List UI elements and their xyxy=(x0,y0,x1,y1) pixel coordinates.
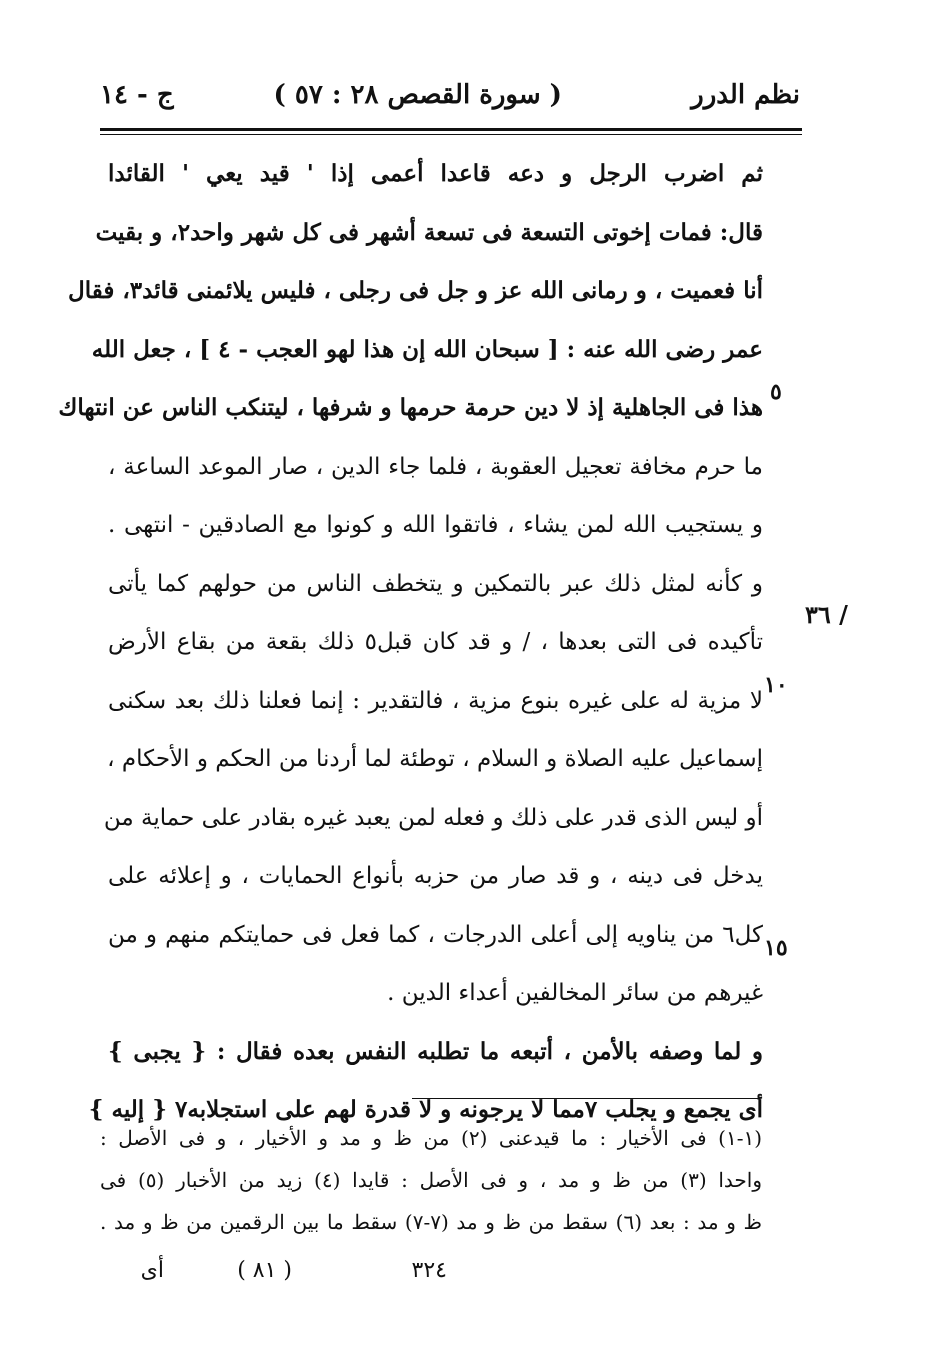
text-line: ما حرم مخافة تعجيل العقوبة ، فلما جاء الدين ، صار الموعد الساعة ، xyxy=(108,453,763,480)
line-number-10: ١٠ xyxy=(764,672,788,698)
text-line: إسماعيل عليه الصلاة و السلام ، توطئة لما أردنا من الحكم و الأحكام ، xyxy=(107,746,763,772)
page-number: ٣٢٤ xyxy=(411,1258,447,1283)
text-line: و لما وصفه بالأمن ، أتبعه ما تطلبه النفس بعده فقال : { يجبى } xyxy=(108,1037,763,1065)
text-line: ثم اضرب الرجل و دعه قاعدا أعمى إذا ' قيد يعي ' القائدا xyxy=(108,160,763,187)
footnote-line: (١-١) فى الأخيار : ما قيدعنى (٢) من ظ و مد و الأخيار ، و فى الأصل : xyxy=(100,1126,763,1150)
page-footer xyxy=(100,1258,762,1294)
line-number-15: ١٥ xyxy=(764,935,788,961)
text-line: و كأنه لمثل ذلك عبر بالتمكين و يتخطف الناس من حولهم كما يأتى xyxy=(108,570,763,597)
header-rule xyxy=(100,128,802,135)
text-line: أو ليس الذى قدر على ذلك و فعله لمن يعبد غيره بقادر على حماية من xyxy=(103,804,763,831)
running-header xyxy=(100,80,800,124)
text-line: كل٦ من يناويه إلى أعلى الدرجات ، كما فعل فى حمايتكم منهم و من xyxy=(108,921,763,948)
footnote-line: ظ و مد : بعد (٦) سقط من ظ و مد (٧-٧) سقط ما بين الرقمين من ظ و مد . xyxy=(100,1210,763,1234)
line-number-5: ٥ xyxy=(770,379,782,405)
surah-reference: ( سورة القصص ٢٨ : ٥٧ ) xyxy=(273,80,562,110)
footnote-rule xyxy=(412,1098,760,1099)
main-text xyxy=(58,145,764,1140)
volume-number: ج - ١٤ xyxy=(100,80,174,110)
text-line: تأكيده فى التى بعدها ، / و قد كان قبل٥ ذلك بقعة من بقاع الأرض xyxy=(108,629,763,655)
catchword: أى xyxy=(140,1258,164,1283)
book-title: نظم الدرر xyxy=(691,80,800,110)
signature-mark: ( ٨١ ) xyxy=(237,1258,292,1283)
text-line: أى يجمع و يجلب ٧مما لا يرجونه و لا قدرة لهم على استجلابه٧ { إليه } xyxy=(88,1096,763,1123)
text-line: و يستجيب الله لمن يشاء ، فاتقوا الله و كونوا مع الصادقين - انتهى . xyxy=(108,512,763,538)
footnotes xyxy=(100,1118,762,1244)
text-line: هذا فى الجاهلية إذ لا دين حرمة حرمها و شرفها ، ليتنكب الناس عن انتهاك xyxy=(58,394,763,421)
text-line: يدخل فى دينه ، و قد صار من حزبه بأنواع الحمايات ، و إعلائه على xyxy=(108,863,764,889)
footnote-line: واحدا (٣) من ظ و مد ، و فى الأصل : قايدا (٤) زيد من الأخبار (٥) فى xyxy=(100,1168,763,1192)
text-line: قال: فمات إخوتى التسعة فى تسعة أشهر فى كل شهر واحد٢، و بقيت xyxy=(95,218,763,246)
text-line: لا مزية له على غيره بنوع مزية ، فالتقدير : إنما فعلنا ذلك بعد سكنى xyxy=(108,687,763,714)
text-line: غيرهم من سائر المخالفين أعداء الدين . xyxy=(387,980,763,1006)
text-line: أنا فعميت ، و رمانى الله عز و جل فى رجلى ، فليس يلائمنى قائد٣، فقال xyxy=(68,277,763,304)
text-line: عمر رضى الله عنه : [ سبحان الله إن هذا لهو العجب - ٤ ] ، جعل الله xyxy=(91,335,763,363)
manuscript-folio-marker: ٣٦ / xyxy=(805,600,848,629)
